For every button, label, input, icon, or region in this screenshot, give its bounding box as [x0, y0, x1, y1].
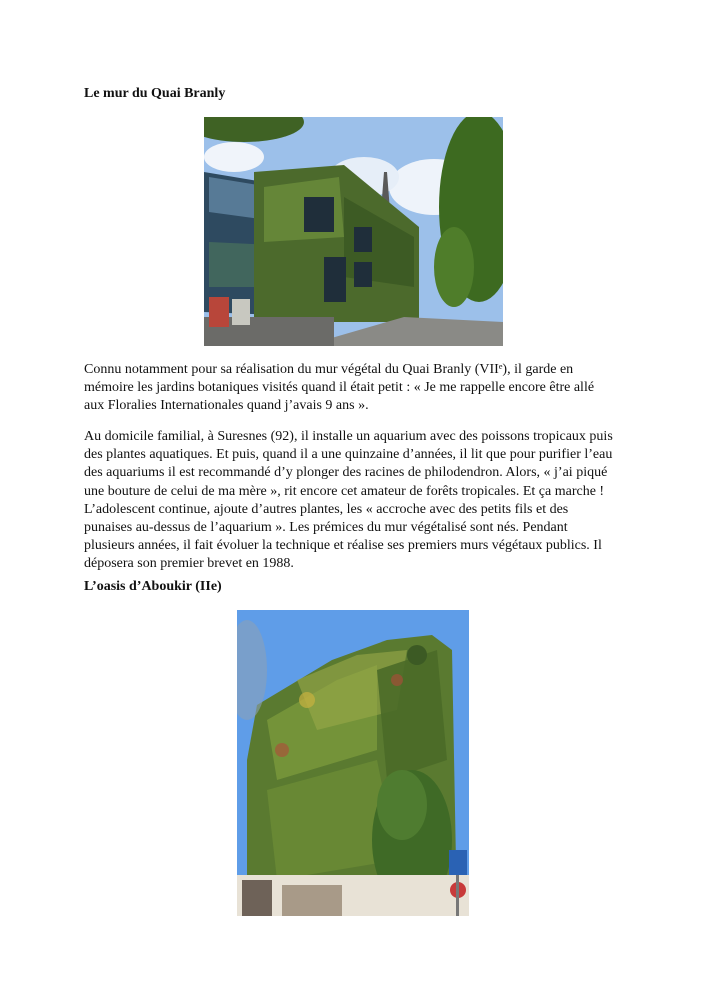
- text-line: une bouture de celui de ma mère », rit encore cet amateur de forêts tropicales. Et ça marche !: [84, 483, 605, 499]
- aboukir-photo: [237, 610, 469, 916]
- window: [354, 262, 372, 287]
- text-line: des plantes aquatiques. Et puis, quand il a une quinzaine d’années, il lit que pour purifier l’eau: [84, 447, 613, 463]
- text-line: mémoire les jardins botaniques visités quand il était petit : « Je me rappelle encore être allé: [84, 380, 595, 396]
- section-heading-aboukir: L’oasis d’Aboukir (IIe): [84, 579, 222, 594]
- text-line: déposera son premier brevet en 1988.: [84, 556, 294, 572]
- paragraph-intro: [84, 361, 624, 416]
- text-line: punaises au-dessus de l’aquarium ». Les prémices du mur végétalisé sont nés. Pendant: [84, 520, 568, 536]
- window: [354, 227, 372, 252]
- paragraph-suresnes: [84, 428, 624, 574]
- text-line: plusieurs années, il fait évoluer la technique et réalise ses premiers murs végétaux publics. Il: [84, 538, 602, 554]
- window: [304, 197, 334, 232]
- text-line: Connu notamment pour sa réalisation du mur végétal du Quai Branly (VIIᵉ), il garde en: [84, 362, 574, 377]
- text-line: aux Floralies Internationales quand j’avais 9 ans ».: [84, 398, 369, 414]
- aboukir-illustration: [237, 610, 469, 916]
- quai-branly-photo: [204, 117, 503, 346]
- traffic-sign: [449, 850, 467, 875]
- window: [324, 257, 346, 302]
- text-line: des aquariums il est recommandé d’y plonger des racines de philodendron. Alors, « j’ai piqué: [84, 465, 608, 481]
- text-line: L’adolescent continue, ajoute d’autres plantes, les « accroche avec des petits fils et des: [84, 501, 569, 517]
- section-heading-quai-branly: Le mur du Quai Branly: [84, 86, 226, 101]
- cloud: [204, 142, 264, 172]
- quai-branly-illustration: [204, 117, 503, 346]
- text-line: Au domicile familial, à Suresnes (92), il installe un aquarium avec des poissons tropicaux puis: [84, 429, 613, 444]
